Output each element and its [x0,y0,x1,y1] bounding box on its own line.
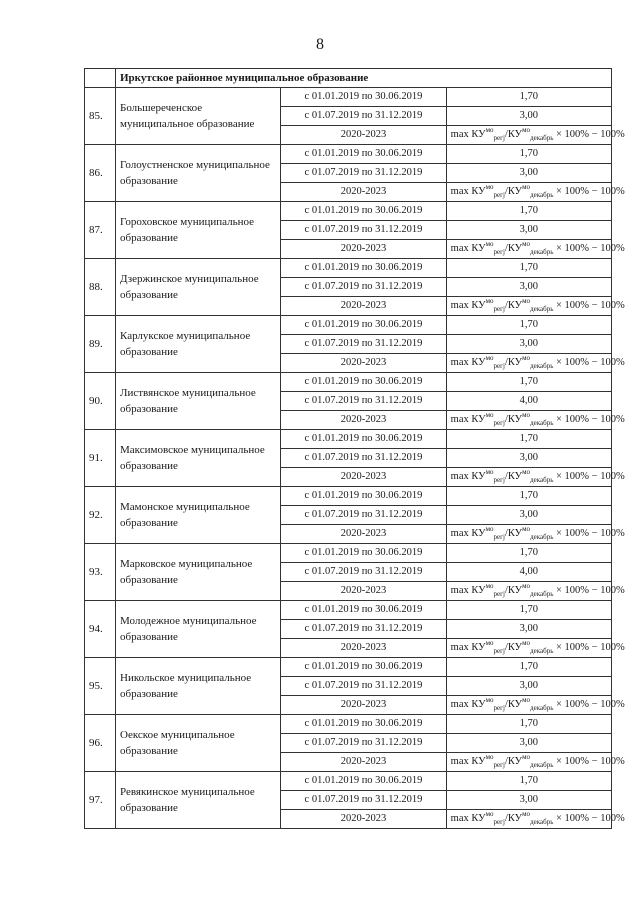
municipality-name: Оекское муниципальное образование [116,715,281,772]
formula-mid: /КУ [504,699,523,710]
formula-sub: регj [493,647,505,656]
value-second-half: 3,00 [446,506,611,525]
table-row [85,487,612,506]
municipality-name: Максимовское муниципальное образование [116,430,281,487]
row-number: 94. [85,601,116,658]
formula-cell [446,239,625,259]
value-first-half: 1,70 [446,88,611,107]
period-second-half: с 01.07.2019 по 31.12.2019 [281,620,446,639]
formula-sup: мо [522,125,531,134]
formula-mid: /КУ [504,414,523,425]
formula-cell [446,581,625,601]
formula-sup: мо [485,581,494,590]
formula-sup: мо [522,524,531,533]
period-first-half: с 01.01.2019 по 30.06.2019 [281,487,446,506]
formula-prefix: max КУ [450,243,486,254]
formula-suffix: × 100% − 100% [553,186,625,197]
table-row [85,88,612,107]
period-second-half: с 01.07.2019 по 31.12.2019 [281,335,446,354]
formula-sub: декабрь [530,761,554,770]
formula-mid: /КУ [504,642,523,653]
period-second-half: с 01.07.2019 по 31.12.2019 [281,677,446,696]
value-first-half: 1,70 [446,715,611,734]
value-first-half: 1,70 [446,658,611,677]
formula-sub: декабрь [530,590,554,599]
period-second-half: с 01.07.2019 по 31.12.2019 [281,506,446,525]
table-row [85,715,612,734]
municipality-name: Мамонское муниципальное образование [116,487,281,544]
municipality-name: Листвянское муниципальное образование [116,373,281,430]
formula-sub: декабрь [530,134,554,143]
period-second-half: с 01.07.2019 по 31.12.2019 [281,734,446,753]
table-row [85,259,612,278]
period-long-term: 2020-2023 [281,696,446,715]
value-first-half: 1,70 [446,544,611,563]
formula-sup: мо [522,239,531,248]
formula-suffix: × 100% − 100% [553,813,625,824]
tariff-table [84,68,625,829]
period-first-half: с 01.01.2019 по 30.06.2019 [281,658,446,677]
formula-sup: мо [485,695,494,704]
formula-sub: декабрь [530,248,554,257]
period-second-half: с 01.07.2019 по 31.12.2019 [281,449,446,468]
formula-sub: регj [493,476,505,485]
value-first-half: 1,70 [446,601,611,620]
row-number: 89. [85,316,116,373]
formula-mid: /КУ [504,585,523,596]
formula-sup: мо [485,239,494,248]
formula-cell [446,296,625,316]
value-second-half: 4,00 [446,392,611,411]
formula-suffix: × 100% − 100% [553,243,625,254]
formula-sub: регj [493,761,505,770]
period-first-half: с 01.01.2019 по 30.06.2019 [281,88,446,107]
municipality-name: Марковское муниципальное образование [116,544,281,601]
municipality-name: Большереченское муниципальное образование [116,88,281,145]
row-number: 85. [85,88,116,145]
formula-suffix: × 100% − 100% [553,357,625,368]
period-long-term: 2020-2023 [281,810,446,829]
row-number: 97. [85,772,116,829]
formula-sup: мо [485,809,494,818]
formula-sub: декабрь [530,533,554,542]
formula-mid: /КУ [504,528,523,539]
formula-prefix: max КУ [450,699,486,710]
table-row [85,601,612,620]
formula-sup: мо [485,353,494,362]
period-long-term: 2020-2023 [281,354,446,373]
formula-cell [446,467,625,487]
period-first-half: с 01.01.2019 по 30.06.2019 [281,373,446,392]
formula-sup: мо [522,581,531,590]
municipality-name: Никольское муниципальное образование [116,658,281,715]
value-second-half: 3,00 [446,734,611,753]
formula-cell [446,125,625,145]
formula-sub: регj [493,191,505,200]
period-second-half: с 01.07.2019 по 31.12.2019 [281,164,446,183]
period-long-term: 2020-2023 [281,126,446,145]
formula-mid: /КУ [504,471,523,482]
section-header-num-cell [85,69,116,88]
formula-sub: декабрь [530,476,554,485]
row-number: 92. [85,487,116,544]
period-long-term: 2020-2023 [281,639,446,658]
formula-cell [446,638,625,658]
value-second-half: 3,00 [446,221,611,240]
formula-mid: /КУ [504,813,523,824]
formula-sup: мо [485,638,494,647]
formula-prefix: max КУ [450,186,486,197]
formula-sub: регj [493,533,505,542]
formula-prefix: max КУ [450,414,486,425]
value-first-half: 1,70 [446,373,611,392]
period-second-half: с 01.07.2019 по 31.12.2019 [281,392,446,411]
value-first-half: 1,70 [446,430,611,449]
formula-suffix: × 100% − 100% [553,471,625,482]
formula-sup: мо [522,353,531,362]
period-second-half: с 01.07.2019 по 31.12.2019 [281,278,446,297]
period-long-term: 2020-2023 [281,582,446,601]
municipality-name: Ревякинское муниципальное образование [116,772,281,829]
formula-sub: регj [493,590,505,599]
period-first-half: с 01.01.2019 по 30.06.2019 [281,259,446,278]
formula-sup: мо [522,695,531,704]
table-row [85,202,612,221]
value-first-half: 1,70 [446,259,611,278]
period-first-half: с 01.01.2019 по 30.06.2019 [281,544,446,563]
formula-cell [446,524,625,544]
period-first-half: с 01.01.2019 по 30.06.2019 [281,772,446,791]
formula-prefix: max КУ [450,585,486,596]
formula-sub: регj [493,305,505,314]
formula-prefix: max КУ [450,471,486,482]
formula-sub: регj [493,248,505,257]
table-row [85,544,612,563]
formula-sub: регj [493,362,505,371]
period-second-half: с 01.07.2019 по 31.12.2019 [281,563,446,582]
formula-mid: /КУ [504,357,523,368]
value-first-half: 1,70 [446,145,611,164]
period-first-half: с 01.01.2019 по 30.06.2019 [281,715,446,734]
formula-prefix: max КУ [450,813,486,824]
formula-sup: мо [485,752,494,761]
page-number: 8 [316,36,324,53]
formula-sub: регj [493,419,505,428]
formula-sup: мо [522,296,531,305]
period-long-term: 2020-2023 [281,183,446,202]
formula-sup: мо [485,410,494,419]
table-row [85,373,612,392]
formula-suffix: × 100% − 100% [553,642,625,653]
row-number: 86. [85,145,116,202]
period-long-term: 2020-2023 [281,468,446,487]
period-second-half: с 01.07.2019 по 31.12.2019 [281,107,446,126]
formula-prefix: max КУ [450,756,486,767]
formula-sup: мо [522,182,531,191]
row-number: 87. [85,202,116,259]
formula-mid: /КУ [504,300,523,311]
formula-cell [446,809,625,829]
formula-mid: /КУ [504,129,523,140]
formula-sub: декабрь [530,419,554,428]
value-second-half: 3,00 [446,677,611,696]
formula-sup: мо [485,524,494,533]
table-row [85,658,612,677]
formula-sub: декабрь [530,191,554,200]
section-title: Иркутское районное муниципальное образование [116,69,612,88]
period-long-term: 2020-2023 [281,525,446,544]
formula-sub: декабрь [530,818,554,827]
formula-cell [446,695,625,715]
value-second-half: 3,00 [446,278,611,297]
period-first-half: с 01.01.2019 по 30.06.2019 [281,145,446,164]
row-number: 88. [85,259,116,316]
row-number: 90. [85,373,116,430]
value-second-half: 4,00 [446,563,611,582]
period-first-half: с 01.01.2019 по 30.06.2019 [281,601,446,620]
formula-cell [446,752,625,772]
formula-cell [446,410,625,430]
formula-sub: регj [493,134,505,143]
section-header-row [85,69,612,88]
row-number: 91. [85,430,116,487]
formula-mid: /КУ [504,186,523,197]
value-first-half: 1,70 [446,772,611,791]
municipality-name: Молодежное муниципальное образование [116,601,281,658]
formula-suffix: × 100% − 100% [553,129,625,140]
formula-prefix: max КУ [450,642,486,653]
formula-sup: мо [522,410,531,419]
period-first-half: с 01.01.2019 по 30.06.2019 [281,430,446,449]
formula-sub: декабрь [530,647,554,656]
formula-sub: декабрь [530,362,554,371]
formula-cell [446,353,625,373]
value-second-half: 3,00 [446,620,611,639]
period-long-term: 2020-2023 [281,753,446,772]
period-second-half: с 01.07.2019 по 31.12.2019 [281,221,446,240]
value-first-half: 1,70 [446,487,611,506]
formula-suffix: × 100% − 100% [553,528,625,539]
period-long-term: 2020-2023 [281,240,446,259]
period-first-half: с 01.01.2019 по 30.06.2019 [281,316,446,335]
formula-sub: регj [493,818,505,827]
table-row [85,316,612,335]
period-second-half: с 01.07.2019 по 31.12.2019 [281,791,446,810]
formula-suffix: × 100% − 100% [553,414,625,425]
formula-prefix: max КУ [450,357,486,368]
table-row [85,772,612,791]
value-second-half: 3,00 [446,335,611,354]
formula-prefix: max КУ [450,300,486,311]
formula-cell [446,182,625,202]
value-first-half: 1,70 [446,316,611,335]
value-second-half: 3,00 [446,107,611,126]
period-long-term: 2020-2023 [281,297,446,316]
formula-sub: декабрь [530,704,554,713]
formula-mid: /КУ [504,756,523,767]
value-second-half: 3,00 [446,449,611,468]
municipality-name: Дзержинское муниципальное образование [116,259,281,316]
formula-suffix: × 100% − 100% [553,756,625,767]
formula-sup: мо [485,182,494,191]
formula-suffix: × 100% − 100% [553,585,625,596]
table-row [85,430,612,449]
formula-prefix: max КУ [450,528,486,539]
formula-sub: регj [493,704,505,713]
tariff-table-body [85,69,625,829]
row-number: 95. [85,658,116,715]
formula-suffix: × 100% − 100% [553,300,625,311]
value-first-half: 1,70 [446,202,611,221]
formula-sup: мо [522,752,531,761]
municipality-name: Гороховское муниципальное образование [116,202,281,259]
period-long-term: 2020-2023 [281,411,446,430]
formula-suffix: × 100% − 100% [553,699,625,710]
row-number: 96. [85,715,116,772]
formula-sup: мо [522,809,531,818]
municipality-name: Карлукское муниципальное образование [116,316,281,373]
formula-sup: мо [485,467,494,476]
formula-prefix: max КУ [450,129,486,140]
formula-sup: мо [485,296,494,305]
formula-sub: декабрь [530,305,554,314]
formula-sup: мо [522,638,531,647]
formula-mid: /КУ [504,243,523,254]
table-row [85,145,612,164]
row-number: 93. [85,544,116,601]
municipality-name: Голоустненское муниципальное образование [116,145,281,202]
formula-sup: мо [485,125,494,134]
value-second-half: 3,00 [446,164,611,183]
formula-sup: мо [522,467,531,476]
value-second-half: 3,00 [446,791,611,810]
period-first-half: с 01.01.2019 по 30.06.2019 [281,202,446,221]
